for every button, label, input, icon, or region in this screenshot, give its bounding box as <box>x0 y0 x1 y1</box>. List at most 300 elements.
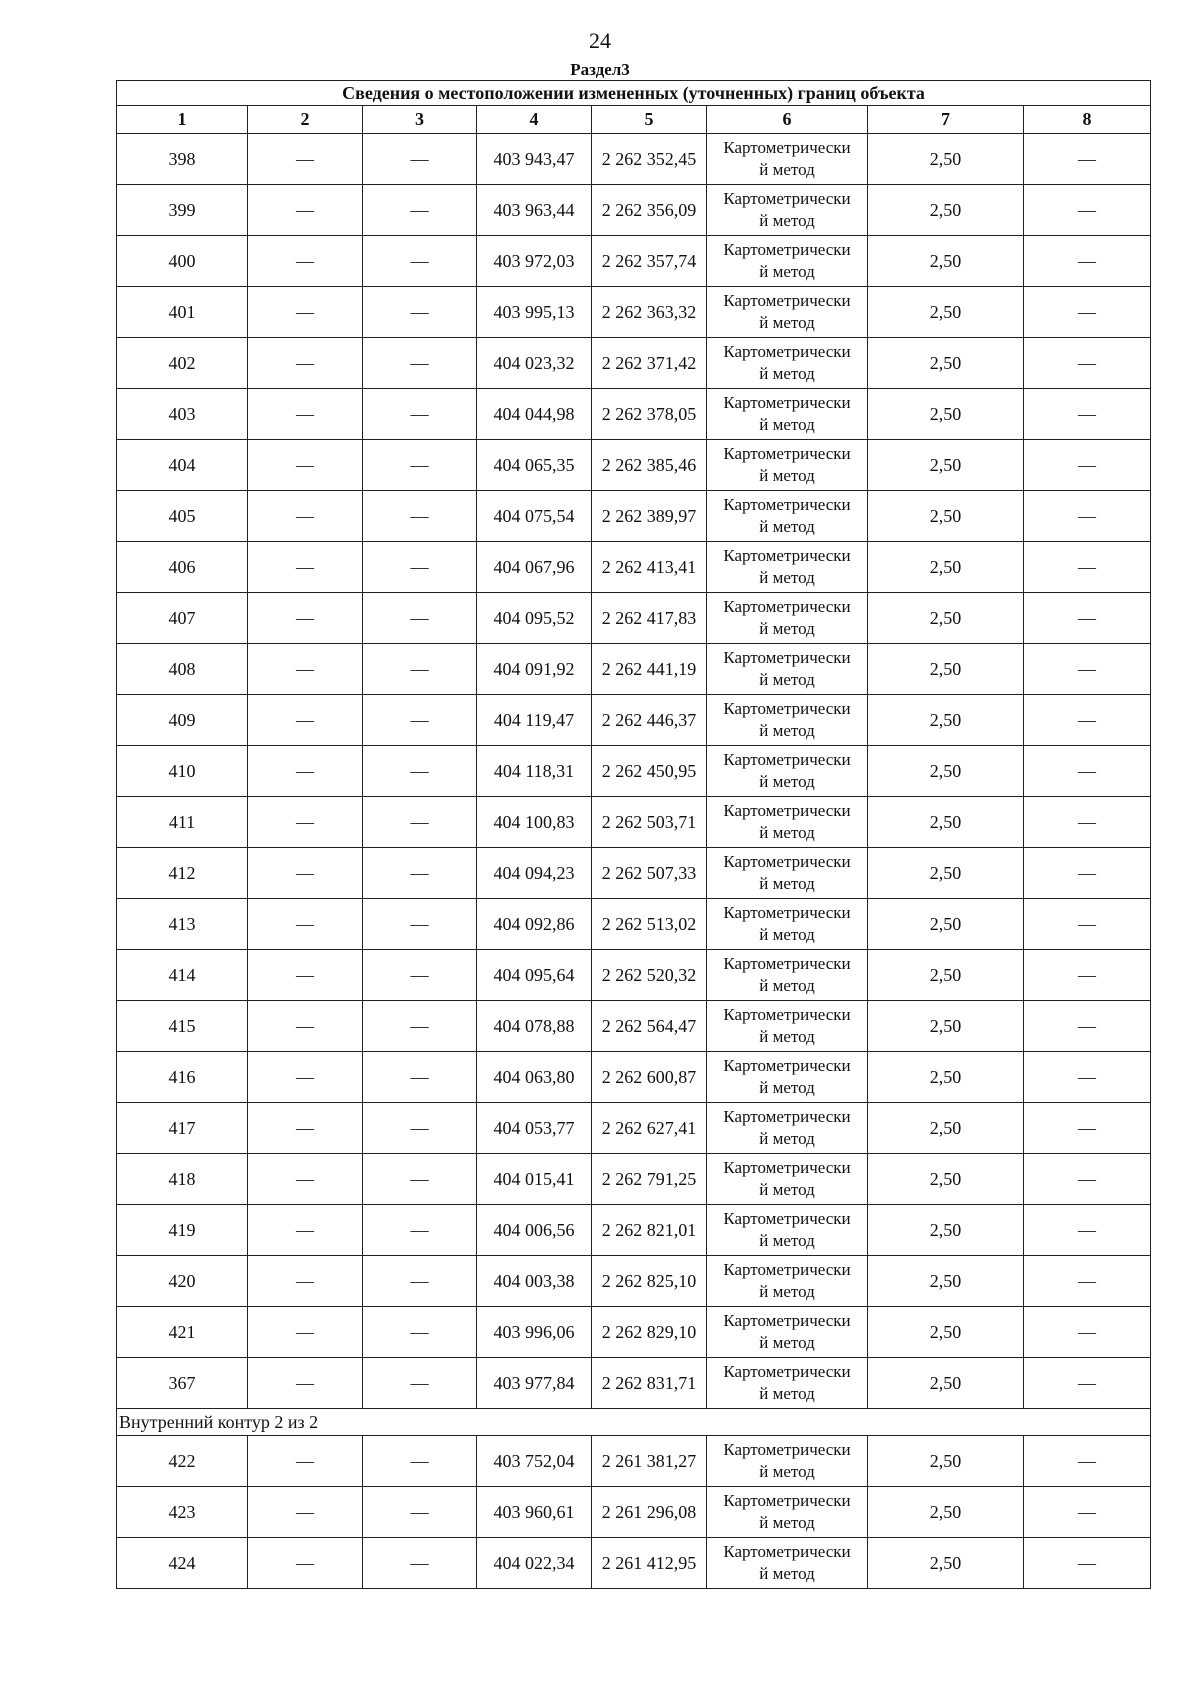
y-coordinate-cell: 2 262 831,71 <box>592 1358 707 1409</box>
point-number-cell: 421 <box>117 1307 248 1358</box>
dash-cell: — <box>248 1307 363 1358</box>
method-line-1: Картометрически <box>723 597 851 616</box>
method-cell <box>707 542 868 593</box>
method-line-2: й метод <box>759 772 815 791</box>
method-line-1: Картометрически <box>723 1158 851 1177</box>
method-line-1: Картометрически <box>723 1005 851 1024</box>
column-number-5: 5 <box>592 106 707 134</box>
point-number-cell: 403 <box>117 389 248 440</box>
method-cell <box>707 1001 868 1052</box>
method-cell <box>707 185 868 236</box>
dash-cell: — <box>363 1001 477 1052</box>
dash-cell: — <box>248 440 363 491</box>
method-line-1: Картометрически <box>723 444 851 463</box>
column-number-3: 3 <box>363 106 477 134</box>
dash-cell: — <box>363 440 477 491</box>
method-line-2: й метод <box>759 364 815 383</box>
x-coordinate-cell: 404 006,56 <box>477 1205 592 1256</box>
accuracy-cell: 2,50 <box>868 185 1024 236</box>
method-line-1: Картометрически <box>723 1311 851 1330</box>
method-cell <box>707 134 868 185</box>
method-line-1: Картометрически <box>723 801 851 820</box>
dash-cell: — <box>1024 797 1151 848</box>
dash-cell: — <box>248 695 363 746</box>
method-line-1: Картометрически <box>723 750 851 769</box>
dash-cell: — <box>1024 1487 1151 1538</box>
column-number-8: 8 <box>1024 106 1151 134</box>
y-coordinate-cell: 2 261 412,95 <box>592 1538 707 1589</box>
method-line-1: Картометрически <box>723 138 851 157</box>
accuracy-cell: 2,50 <box>868 644 1024 695</box>
method-line-1: Картометрически <box>723 291 851 310</box>
accuracy-cell: 2,50 <box>868 1052 1024 1103</box>
x-coordinate-cell: 404 022,34 <box>477 1538 592 1589</box>
x-coordinate-cell: 404 023,32 <box>477 338 592 389</box>
table-row <box>117 389 1151 440</box>
dash-cell: — <box>363 899 477 950</box>
column-number-7: 7 <box>868 106 1024 134</box>
table-row <box>117 236 1151 287</box>
dash-cell: — <box>1024 185 1151 236</box>
accuracy-cell: 2,50 <box>868 899 1024 950</box>
table-row <box>117 134 1151 185</box>
dash-cell: — <box>1024 1307 1151 1358</box>
x-coordinate-cell: 404 003,38 <box>477 1256 592 1307</box>
method-line-1: Картометрически <box>723 240 851 259</box>
method-cell <box>707 1436 868 1487</box>
table-body <box>117 134 1151 1589</box>
point-number-cell: 420 <box>117 1256 248 1307</box>
accuracy-cell: 2,50 <box>868 593 1024 644</box>
accuracy-cell: 2,50 <box>868 542 1024 593</box>
point-number-cell: 411 <box>117 797 248 848</box>
dash-cell: — <box>1024 644 1151 695</box>
dash-cell: — <box>1024 491 1151 542</box>
table-row <box>117 746 1151 797</box>
dash-cell: — <box>363 950 477 1001</box>
dash-cell: — <box>248 542 363 593</box>
dash-cell: — <box>363 797 477 848</box>
dash-cell: — <box>363 287 477 338</box>
table-row <box>117 1256 1151 1307</box>
dash-cell: — <box>248 491 363 542</box>
x-coordinate-cell: 403 960,61 <box>477 1487 592 1538</box>
point-number-cell: 398 <box>117 134 248 185</box>
table-row <box>117 338 1151 389</box>
dash-cell: — <box>248 950 363 1001</box>
accuracy-cell: 2,50 <box>868 1001 1024 1052</box>
method-line-1: Картометрически <box>723 342 851 361</box>
dash-cell: — <box>1024 134 1151 185</box>
dash-cell: — <box>248 134 363 185</box>
y-coordinate-cell: 2 261 296,08 <box>592 1487 707 1538</box>
y-coordinate-cell: 2 262 389,97 <box>592 491 707 542</box>
dash-cell: — <box>363 1358 477 1409</box>
y-coordinate-cell: 2 262 627,41 <box>592 1103 707 1154</box>
dash-cell: — <box>363 1307 477 1358</box>
method-cell <box>707 644 868 695</box>
accuracy-cell: 2,50 <box>868 287 1024 338</box>
dash-cell: — <box>1024 1052 1151 1103</box>
y-coordinate-cell: 2 262 503,71 <box>592 797 707 848</box>
accuracy-cell: 2,50 <box>868 389 1024 440</box>
dash-cell: — <box>248 1436 363 1487</box>
dash-cell: — <box>363 746 477 797</box>
dash-cell: — <box>1024 1001 1151 1052</box>
dash-cell: — <box>1024 695 1151 746</box>
x-coordinate-cell: 404 095,52 <box>477 593 592 644</box>
method-line-2: й метод <box>759 1129 815 1148</box>
dash-cell: — <box>1024 593 1151 644</box>
table-row <box>117 1052 1151 1103</box>
method-cell <box>707 1256 868 1307</box>
dash-cell: — <box>363 134 477 185</box>
x-coordinate-cell: 403 995,13 <box>477 287 592 338</box>
table-row <box>117 1538 1151 1589</box>
dash-cell: — <box>363 542 477 593</box>
point-number-cell: 414 <box>117 950 248 1001</box>
method-line-1: Картометрически <box>723 1542 851 1561</box>
point-number-cell: 407 <box>117 593 248 644</box>
dash-cell: — <box>363 389 477 440</box>
method-cell <box>707 1487 868 1538</box>
table-row <box>117 695 1151 746</box>
x-coordinate-cell: 403 752,04 <box>477 1436 592 1487</box>
x-coordinate-cell: 404 053,77 <box>477 1103 592 1154</box>
x-coordinate-cell: 404 091,92 <box>477 644 592 695</box>
method-line-2: й метод <box>759 721 815 740</box>
method-line-2: й метод <box>759 874 815 893</box>
dash-cell: — <box>248 1103 363 1154</box>
dash-cell: — <box>248 1487 363 1538</box>
method-line-2: й метод <box>759 1231 815 1250</box>
method-cell <box>707 848 868 899</box>
dash-cell: — <box>1024 440 1151 491</box>
x-coordinate-cell: 404 065,35 <box>477 440 592 491</box>
method-line-2: й метод <box>759 1333 815 1352</box>
point-number-cell: 406 <box>117 542 248 593</box>
column-number-row <box>117 106 1151 134</box>
method-line-2: й метод <box>759 466 815 485</box>
y-coordinate-cell: 2 262 371,42 <box>592 338 707 389</box>
method-cell <box>707 440 868 491</box>
table-row <box>117 287 1151 338</box>
accuracy-cell: 2,50 <box>868 236 1024 287</box>
method-line-1: Картометрически <box>723 1056 851 1075</box>
method-line-2: й метод <box>759 619 815 638</box>
dash-cell: — <box>248 1256 363 1307</box>
point-number-cell: 417 <box>117 1103 248 1154</box>
accuracy-cell: 2,50 <box>868 695 1024 746</box>
method-line-1: Картометрически <box>723 852 851 871</box>
method-line-2: й метод <box>759 670 815 689</box>
table-row <box>117 185 1151 236</box>
y-coordinate-cell: 2 262 600,87 <box>592 1052 707 1103</box>
accuracy-cell: 2,50 <box>868 440 1024 491</box>
table-row <box>117 1154 1151 1205</box>
point-number-cell: 399 <box>117 185 248 236</box>
table-row <box>117 1358 1151 1409</box>
method-line-2: й метод <box>759 313 815 332</box>
x-coordinate-cell: 404 063,80 <box>477 1052 592 1103</box>
method-cell <box>707 338 868 389</box>
method-cell <box>707 797 868 848</box>
point-number-cell: 419 <box>117 1205 248 1256</box>
point-number-cell: 401 <box>117 287 248 338</box>
point-number-cell: 408 <box>117 644 248 695</box>
x-coordinate-cell: 403 977,84 <box>477 1358 592 1409</box>
dash-cell: — <box>1024 1154 1151 1205</box>
method-line-2: й метод <box>759 1282 815 1301</box>
column-number-1: 1 <box>117 106 248 134</box>
dash-cell: — <box>248 644 363 695</box>
point-number-cell: 410 <box>117 746 248 797</box>
table-row <box>117 1307 1151 1358</box>
dash-cell: — <box>363 1538 477 1589</box>
dash-cell: — <box>363 1052 477 1103</box>
method-line-2: й метод <box>759 1384 815 1403</box>
dash-cell: — <box>1024 950 1151 1001</box>
accuracy-cell: 2,50 <box>868 950 1024 1001</box>
table-row <box>117 1487 1151 1538</box>
accuracy-cell: 2,50 <box>868 1256 1024 1307</box>
x-coordinate-cell: 404 078,88 <box>477 1001 592 1052</box>
method-cell <box>707 1103 868 1154</box>
page-number: 24 <box>589 28 611 53</box>
y-coordinate-cell: 2 262 507,33 <box>592 848 707 899</box>
point-number-cell: 424 <box>117 1538 248 1589</box>
section-title: Раздел3 <box>570 60 630 79</box>
method-cell <box>707 236 868 287</box>
method-cell <box>707 1538 868 1589</box>
x-coordinate-cell: 403 972,03 <box>477 236 592 287</box>
dash-cell: — <box>363 185 477 236</box>
table-row <box>117 440 1151 491</box>
method-line-2: й метод <box>759 1027 815 1046</box>
method-line-1: Картометрически <box>723 699 851 718</box>
dash-cell: — <box>248 1538 363 1589</box>
table-row <box>117 1205 1151 1256</box>
dash-cell: — <box>248 1052 363 1103</box>
dash-cell: — <box>1024 1103 1151 1154</box>
accuracy-cell: 2,50 <box>868 1358 1024 1409</box>
y-coordinate-cell: 2 262 825,10 <box>592 1256 707 1307</box>
dash-cell: — <box>1024 1256 1151 1307</box>
dash-cell: — <box>248 1205 363 1256</box>
method-line-2: й метод <box>759 1462 815 1481</box>
method-line-1: Картометрически <box>723 1440 851 1459</box>
method-line-2: й метод <box>759 1180 815 1199</box>
x-coordinate-cell: 404 094,23 <box>477 848 592 899</box>
y-coordinate-cell: 2 262 450,95 <box>592 746 707 797</box>
method-line-1: Картометрически <box>723 954 851 973</box>
y-coordinate-cell: 2 262 352,45 <box>592 134 707 185</box>
contour-label: Внутренний контур 2 из 2 <box>117 1409 1151 1436</box>
method-line-2: й метод <box>759 568 815 587</box>
y-coordinate-cell: 2 262 356,09 <box>592 185 707 236</box>
dash-cell: — <box>248 287 363 338</box>
x-coordinate-cell: 403 963,44 <box>477 185 592 236</box>
method-line-2: й метод <box>759 262 815 281</box>
x-coordinate-cell: 404 044,98 <box>477 389 592 440</box>
x-coordinate-cell: 404 092,86 <box>477 899 592 950</box>
table-caption: Сведения о местоположении измененных (уточненных) границ объекта <box>117 81 1151 106</box>
x-coordinate-cell: 403 943,47 <box>477 134 592 185</box>
dash-cell: — <box>1024 1538 1151 1589</box>
boundary-coordinates-table <box>116 80 1151 1589</box>
point-number-cell: 409 <box>117 695 248 746</box>
method-cell <box>707 695 868 746</box>
table-row <box>117 491 1151 542</box>
y-coordinate-cell: 2 261 381,27 <box>592 1436 707 1487</box>
dash-cell: — <box>248 338 363 389</box>
point-number-cell: 418 <box>117 1154 248 1205</box>
table-row <box>117 1103 1151 1154</box>
dash-cell: — <box>1024 236 1151 287</box>
method-line-2: й метод <box>759 415 815 434</box>
dash-cell: — <box>1024 287 1151 338</box>
method-cell <box>707 1205 868 1256</box>
dash-cell: — <box>248 797 363 848</box>
dash-cell: — <box>1024 746 1151 797</box>
point-number-cell: 413 <box>117 899 248 950</box>
method-line-1: Картометрически <box>723 1362 851 1381</box>
x-coordinate-cell: 404 067,96 <box>477 542 592 593</box>
dash-cell: — <box>1024 1205 1151 1256</box>
dash-cell: — <box>248 185 363 236</box>
accuracy-cell: 2,50 <box>868 746 1024 797</box>
dash-cell: — <box>363 848 477 899</box>
table-row <box>117 542 1151 593</box>
dash-cell: — <box>1024 1358 1151 1409</box>
method-line-2: й метод <box>759 1564 815 1583</box>
method-cell <box>707 1307 868 1358</box>
dash-cell: — <box>363 1487 477 1538</box>
column-number-4: 4 <box>477 106 592 134</box>
y-coordinate-cell: 2 262 520,32 <box>592 950 707 1001</box>
table-row <box>117 899 1151 950</box>
method-cell <box>707 1358 868 1409</box>
table-row <box>117 1001 1151 1052</box>
dash-cell: — <box>1024 338 1151 389</box>
accuracy-cell: 2,50 <box>868 848 1024 899</box>
dash-cell: — <box>363 1256 477 1307</box>
y-coordinate-cell: 2 262 417,83 <box>592 593 707 644</box>
dash-cell: — <box>248 899 363 950</box>
method-line-2: й метод <box>759 160 815 179</box>
point-number-cell: 415 <box>117 1001 248 1052</box>
column-number-6: 6 <box>707 106 868 134</box>
method-cell <box>707 593 868 644</box>
method-line-2: й метод <box>759 1513 815 1532</box>
accuracy-cell: 2,50 <box>868 1205 1024 1256</box>
method-line-1: Картометрически <box>723 1107 851 1126</box>
y-coordinate-cell: 2 262 441,19 <box>592 644 707 695</box>
dash-cell: — <box>1024 899 1151 950</box>
y-coordinate-cell: 2 262 821,01 <box>592 1205 707 1256</box>
method-cell <box>707 1154 868 1205</box>
y-coordinate-cell: 2 262 564,47 <box>592 1001 707 1052</box>
method-line-1: Картометрически <box>723 546 851 565</box>
y-coordinate-cell: 2 262 513,02 <box>592 899 707 950</box>
method-cell <box>707 950 868 1001</box>
method-line-2: й метод <box>759 925 815 944</box>
dash-cell: — <box>363 1205 477 1256</box>
x-coordinate-cell: 404 095,64 <box>477 950 592 1001</box>
column-number-2: 2 <box>248 106 363 134</box>
dash-cell: — <box>1024 389 1151 440</box>
method-line-2: й метод <box>759 823 815 842</box>
contour-row <box>117 1409 1151 1436</box>
point-number-cell: 367 <box>117 1358 248 1409</box>
y-coordinate-cell: 2 262 413,41 <box>592 542 707 593</box>
x-coordinate-cell: 404 118,31 <box>477 746 592 797</box>
point-number-cell: 404 <box>117 440 248 491</box>
dash-cell: — <box>248 1358 363 1409</box>
accuracy-cell: 2,50 <box>868 491 1024 542</box>
method-cell <box>707 1052 868 1103</box>
y-coordinate-cell: 2 262 385,46 <box>592 440 707 491</box>
dash-cell: — <box>363 1103 477 1154</box>
y-coordinate-cell: 2 262 446,37 <box>592 695 707 746</box>
y-coordinate-cell: 2 262 378,05 <box>592 389 707 440</box>
dash-cell: — <box>1024 1436 1151 1487</box>
y-coordinate-cell: 2 262 829,10 <box>592 1307 707 1358</box>
x-coordinate-cell: 404 075,54 <box>477 491 592 542</box>
point-number-cell: 405 <box>117 491 248 542</box>
x-coordinate-cell: 403 996,06 <box>477 1307 592 1358</box>
method-line-1: Картометрически <box>723 393 851 412</box>
dash-cell: — <box>363 236 477 287</box>
point-number-cell: 422 <box>117 1436 248 1487</box>
method-line-2: й метод <box>759 976 815 995</box>
method-cell <box>707 899 868 950</box>
point-number-cell: 423 <box>117 1487 248 1538</box>
accuracy-cell: 2,50 <box>868 1307 1024 1358</box>
x-coordinate-cell: 404 100,83 <box>477 797 592 848</box>
dash-cell: — <box>363 1154 477 1205</box>
method-line-1: Картометрически <box>723 189 851 208</box>
accuracy-cell: 2,50 <box>868 1538 1024 1589</box>
dash-cell: — <box>1024 848 1151 899</box>
accuracy-cell: 2,50 <box>868 1487 1024 1538</box>
dash-cell: — <box>248 1154 363 1205</box>
method-line-2: й метод <box>759 517 815 536</box>
dash-cell: — <box>248 236 363 287</box>
point-number-cell: 402 <box>117 338 248 389</box>
accuracy-cell: 2,50 <box>868 1103 1024 1154</box>
dash-cell: — <box>363 338 477 389</box>
accuracy-cell: 2,50 <box>868 1154 1024 1205</box>
table-row <box>117 950 1151 1001</box>
x-coordinate-cell: 404 015,41 <box>477 1154 592 1205</box>
y-coordinate-cell: 2 262 791,25 <box>592 1154 707 1205</box>
dash-cell: — <box>248 389 363 440</box>
method-line-2: й метод <box>759 211 815 230</box>
dash-cell: — <box>248 746 363 797</box>
dash-cell: — <box>248 1001 363 1052</box>
accuracy-cell: 2,50 <box>868 1436 1024 1487</box>
x-coordinate-cell: 404 119,47 <box>477 695 592 746</box>
table-row <box>117 797 1151 848</box>
point-number-cell: 412 <box>117 848 248 899</box>
y-coordinate-cell: 2 262 357,74 <box>592 236 707 287</box>
table-row <box>117 848 1151 899</box>
dash-cell: — <box>248 848 363 899</box>
point-number-cell: 416 <box>117 1052 248 1103</box>
dash-cell: — <box>363 593 477 644</box>
table-row <box>117 644 1151 695</box>
